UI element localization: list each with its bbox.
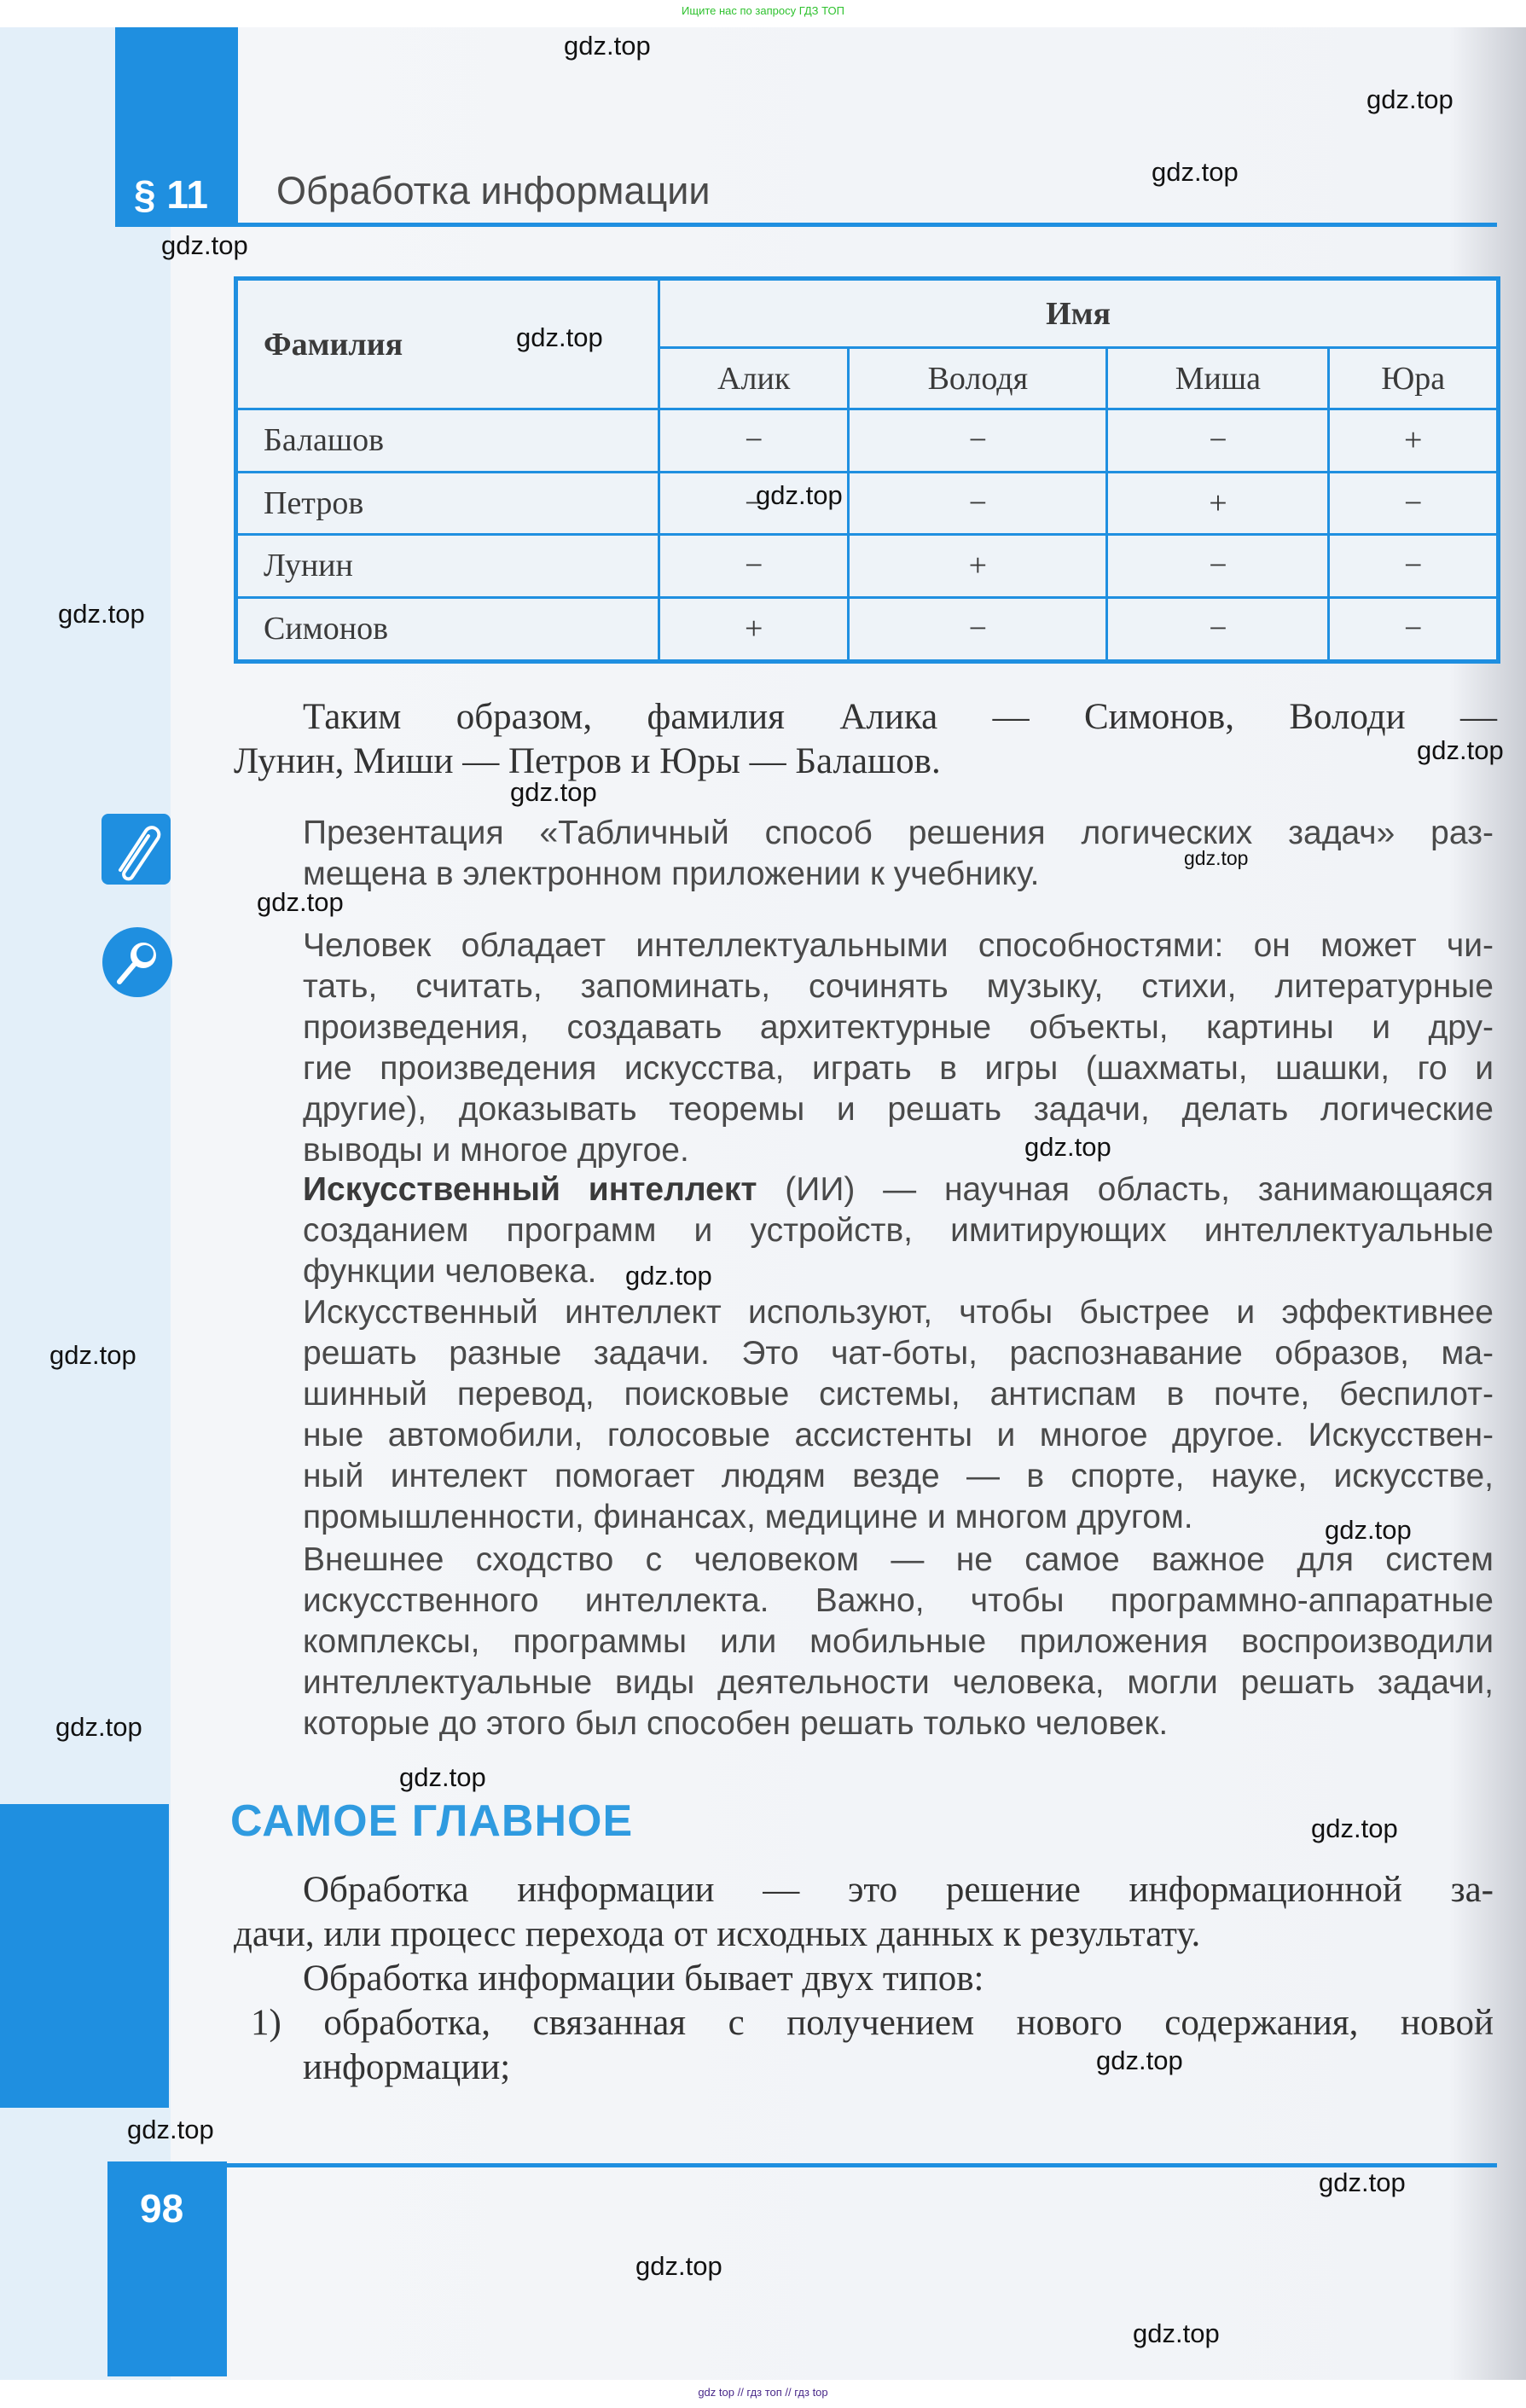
mark-cell: +: [659, 597, 849, 661]
section-number: § 11: [134, 172, 208, 217]
watermark: gdz.top: [257, 887, 344, 917]
text-line: Искусственный интеллект (ИИ) — научная область, занимающаяся: [303, 1171, 1494, 1208]
watermark: gdz.top: [1417, 735, 1504, 765]
watermark: gdz.top: [58, 599, 145, 629]
watermark: gdz.top: [1319, 2167, 1406, 2197]
header-name: Имя: [659, 279, 1499, 348]
paragraph: [303, 1292, 1494, 1538]
text-line: Внешнее сходство с человеком — не самое важное для систем: [303, 1541, 1494, 1578]
text-line: выводы и многое другое.: [303, 1132, 689, 1169]
text-line: Презентация «Табличный способ решения логических задач» раз-: [303, 815, 1494, 851]
table-row: [236, 409, 1499, 473]
paragraph: [303, 1169, 1494, 1292]
mark-cell: −: [659, 535, 849, 598]
name-cell: Юра: [1329, 348, 1499, 409]
paperclip-icon: [102, 814, 171, 885]
text-line: искусственного интеллекта. Важно, чтобы программно-аппаратные: [303, 1582, 1494, 1619]
watermark: gdz.top: [564, 31, 651, 61]
text-line: произведения, создавать архитектурные объекты, картины и дру-: [303, 1009, 1494, 1046]
text-line: ный интелект помогает людям везде — в спорте, науке, искусстве,: [303, 1458, 1494, 1494]
watermark: gdz.top: [55, 1712, 142, 1742]
mark-cell: −: [849, 472, 1107, 535]
text-line: тать, считать, запоминать, сочинять музыку, стихи, литературные: [303, 968, 1494, 1005]
watermark: gdz.top: [399, 1762, 486, 1792]
mark-cell: −: [849, 409, 1107, 473]
text-line: информации;: [303, 2047, 511, 2087]
text-line: Обработка информации бывает двух типов:: [303, 1958, 984, 1999]
paragraph: [234, 1868, 1494, 2090]
logic-table: [234, 276, 1500, 664]
watermark: gdz.top: [1024, 1132, 1111, 1162]
name-cell: Алик: [659, 348, 849, 409]
section-badge: [115, 27, 238, 224]
table-row: [236, 597, 1499, 661]
watermark: gdz.top: [635, 2251, 722, 2281]
text-line: решать разные задачи. Это чат-боты, распознавание образов, ма-: [303, 1335, 1494, 1372]
header-rule: [115, 223, 1497, 227]
magnifier-icon: [102, 927, 172, 997]
table-row: [236, 535, 1499, 598]
watermark: gdz.top: [1152, 157, 1239, 187]
top-banner: [0, 0, 1526, 27]
watermark: gdz.top: [127, 2115, 214, 2144]
mark-cell: −: [849, 597, 1107, 661]
surname-cell: Балашов: [236, 409, 659, 473]
text-line: интеллектуальные виды деятельности человека, могли решать задачи,: [303, 1664, 1494, 1701]
text-line: ные автомобили, голосовые ассистенты и многое другое. Искусствен-: [303, 1417, 1494, 1454]
text-line: другие), доказывать теоремы и решать задачи, делать логические: [303, 1091, 1494, 1128]
summary-side-block: [0, 1804, 169, 2108]
watermark: gdz.top: [756, 480, 843, 510]
bottom-note[interactable]: gdz top // гдз топ // гдз top: [698, 2386, 828, 2399]
mark-cell: −: [659, 472, 849, 535]
summary-heading: САМОЕ ГЛАВНОЕ: [230, 1796, 634, 1846]
surname-cell: Лунин: [236, 535, 659, 598]
paragraph: [303, 925, 1494, 1171]
watermark: gdz.top: [510, 777, 597, 807]
table-row: [236, 472, 1499, 535]
header-surname: Фамилия: [236, 279, 659, 409]
mark-cell: +: [849, 535, 1107, 598]
mark-cell: −: [1107, 597, 1329, 661]
text-line: Обработка информации — это решение информационной за-: [303, 1870, 1494, 1910]
text-line: дачи, или процесс перехода от исходных данных к результату.: [234, 1914, 1201, 1954]
text-line: которые до этого был способен решать только человек.: [303, 1705, 1169, 1742]
watermark: gdz.top: [1133, 2318, 1220, 2348]
paragraph: [303, 813, 1494, 895]
watermark: gdz.top: [1184, 847, 1249, 869]
watermark: gdz.top: [1325, 1515, 1412, 1545]
surname-cell: Симонов: [236, 597, 659, 661]
mark-cell: −: [1329, 472, 1499, 535]
section-title: Обработка информации: [276, 169, 711, 212]
mark-cell: +: [1329, 409, 1499, 473]
footer-rule: [227, 2163, 1497, 2167]
surname-cell: Петров: [236, 472, 659, 535]
bottom-banner: [0, 2380, 1526, 2408]
text-line: функции человека.: [303, 1253, 597, 1290]
term: Искусственный интеллект: [303, 1171, 757, 1208]
page-number-box: [107, 2161, 227, 2376]
mark-cell: −: [659, 409, 849, 473]
mark-cell: −: [1107, 409, 1329, 473]
top-note[interactable]: Ищите нас по запросу ГДЗ ТОП: [682, 4, 844, 17]
text-line: Человек обладает интеллектуальными способностями: он может чи-: [303, 927, 1494, 964]
watermark: gdz.top: [625, 1261, 712, 1291]
text-line: комплексы, программы или мобильные приложения воспроизводили: [303, 1623, 1494, 1660]
text-line: созданием программ и устройств, имитирующих интеллектуальные: [303, 1212, 1494, 1249]
watermark: gdz.top: [1311, 1813, 1398, 1843]
text-line: мещена в электронном приложении к учебнику.: [303, 856, 1040, 892]
text-line: Таким образом, фамилия Алика — Симонов, Володи —: [303, 697, 1497, 737]
watermark: gdz.top: [1366, 84, 1453, 114]
watermark: gdz.top: [516, 322, 603, 352]
text-line: Искусственный интеллект используют, чтобы быстрее и эффективнее: [303, 1294, 1494, 1331]
text-line: Лунин, Миши — Петров и Юры — Балашов.: [234, 741, 941, 781]
mark-cell: −: [1107, 535, 1329, 598]
text-line: 1) обработка, связанная с получением нового содержания, новой: [251, 2003, 1494, 2043]
text-line: промышленности, финансах, медицине и многом другом.: [303, 1499, 1193, 1535]
paragraph: [234, 695, 1497, 784]
page-number: 98: [140, 2186, 184, 2231]
mark-cell: +: [1107, 472, 1329, 535]
text-line: шинный перевод, поисковые системы, антиспам в почте, беспилот-: [303, 1376, 1494, 1413]
watermark: gdz.top: [1096, 2045, 1183, 2075]
watermark: gdz.top: [49, 1340, 136, 1370]
mark-cell: −: [1329, 597, 1499, 661]
name-cell: Миша: [1107, 348, 1329, 409]
text-line: гие произведения искусства, играть в игры (шахматы, шашки, го и: [303, 1050, 1494, 1087]
name-cell: Володя: [849, 348, 1107, 409]
mark-cell: −: [1329, 535, 1499, 598]
paragraph: [303, 1540, 1494, 1744]
watermark: gdz.top: [161, 230, 248, 260]
